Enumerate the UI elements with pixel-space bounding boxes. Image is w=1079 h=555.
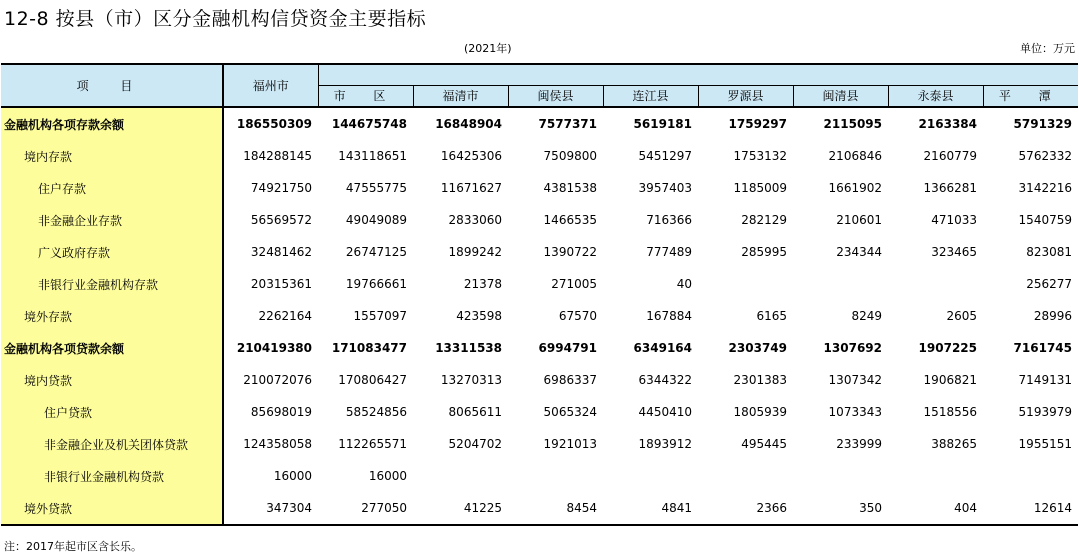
table-cell: 423598 (456, 309, 502, 323)
table-cell: 1907225 (918, 341, 977, 355)
table-cell: 56569572 (250, 213, 312, 227)
table-cell: 2605 (946, 309, 977, 323)
table-cell: 5193979 (1018, 405, 1072, 419)
table-cell (698, 460, 793, 492)
column-header-region: 平 潭 (983, 85, 1078, 107)
table-row (1, 332, 1078, 364)
table-cell: 2366 (698, 492, 793, 525)
table-cell: 7149131 (1018, 373, 1072, 387)
table-cell: 4450410 (638, 405, 692, 419)
row-label: 非银行业金融机构存款 (1, 268, 223, 300)
table-cell: 49049089 (345, 213, 407, 227)
column-header-region: 永泰县 (888, 85, 983, 107)
table-row (1, 172, 1078, 204)
table-cell: 8454 (508, 492, 603, 525)
table-cell: 19766661 (345, 277, 407, 291)
table-cell: 323465 (931, 245, 977, 259)
table-cell: 184288145 (243, 149, 312, 163)
table-cell: 716366 (646, 213, 692, 227)
row-label: 金融机构各项贷款余额 (1, 332, 223, 364)
table-row (1, 236, 1078, 268)
indicator-table (1, 63, 1078, 526)
table-cell: 2262164 (258, 309, 312, 323)
table-cell: 210601 (836, 213, 882, 227)
table-cell: 1955151 (1018, 437, 1072, 451)
table-cell: 7161745 (1013, 341, 1072, 355)
column-header-region-band (318, 64, 1078, 85)
table-cell: 16000 (273, 469, 312, 483)
table-cell (793, 460, 888, 492)
table-cell: 32481462 (250, 245, 312, 259)
table-cell: 5065324 (543, 405, 597, 419)
table-cell (698, 268, 793, 300)
row-label: 金融机构各项存款余额 (1, 107, 223, 140)
table-cell: 16425306 (440, 149, 502, 163)
footnote: 注：2017年起市区含长乐。 (4, 540, 142, 553)
table-row (1, 140, 1078, 172)
row-label: 境内贷款 (1, 364, 223, 396)
table-cell: 495445 (741, 437, 787, 451)
column-header-region: 连江县 (603, 85, 698, 107)
table-row (1, 107, 1078, 140)
table-cell (983, 460, 1078, 492)
table-cell: 1518556 (923, 405, 977, 419)
table-cell: 26747125 (345, 245, 407, 259)
table-cell: 11671627 (440, 181, 502, 195)
row-label: 境外贷款 (1, 492, 223, 525)
table-cell: 1466535 (543, 213, 597, 227)
table-cell: 186550309 (236, 117, 312, 131)
row-label: 广义政府存款 (1, 236, 223, 268)
table-cell: 171083477 (331, 341, 407, 355)
row-label: 境外存款 (1, 300, 223, 332)
table-cell: 233999 (836, 437, 882, 451)
table-cell: 1540759 (1018, 213, 1072, 227)
column-header-region: 闽侯县 (508, 85, 603, 107)
table-row (1, 460, 1078, 492)
table-cell: 4841 (603, 492, 698, 525)
table-cell: 6165 (756, 309, 787, 323)
column-header-fuzhou: 福州市 (223, 64, 318, 107)
table-row (1, 396, 1078, 428)
table-cell: 285995 (741, 245, 787, 259)
table-cell: 16848904 (435, 117, 502, 131)
table-cell: 1307692 (823, 341, 882, 355)
table-cell: 1366281 (923, 181, 977, 195)
table-cell: 143118651 (338, 149, 407, 163)
table-cell: 256277 (1026, 277, 1072, 291)
table-cell: 234344 (836, 245, 882, 259)
table-cell: 8249 (851, 309, 882, 323)
table-cell: 3957403 (638, 181, 692, 195)
row-label: 境内存款 (1, 140, 223, 172)
table-cell: 4381538 (543, 181, 597, 195)
table-row (1, 204, 1078, 236)
table-cell: 347304 (223, 492, 318, 525)
table-cell (793, 268, 888, 300)
table-cell: 7577371 (538, 117, 597, 131)
table-cell (888, 268, 983, 300)
table-cell: 271005 (551, 277, 597, 291)
table-cell: 170806427 (338, 373, 407, 387)
table-cell: 6344322 (638, 373, 692, 387)
table-cell: 5762332 (1018, 149, 1072, 163)
table-cell: 167884 (646, 309, 692, 323)
table-cell: 41225 (413, 492, 508, 525)
table-cell: 13270313 (440, 373, 502, 387)
table-cell: 5619181 (633, 117, 692, 131)
column-header-region: 市 区 (318, 85, 413, 107)
table-cell: 5204702 (448, 437, 502, 451)
table-cell: 210072076 (243, 373, 312, 387)
table-cell: 277050 (318, 492, 413, 525)
table-cell: 5451297 (638, 149, 692, 163)
table-cell: 282129 (741, 213, 787, 227)
table-row (1, 268, 1078, 300)
table-cell: 16000 (368, 469, 407, 483)
table-cell: 58524856 (345, 405, 407, 419)
row-label: 非金融企业存款 (1, 204, 223, 236)
table-cell: 1921013 (543, 437, 597, 451)
table-row (1, 364, 1078, 396)
column-header-region: 闽清县 (793, 85, 888, 107)
table-cell: 40 (676, 277, 692, 291)
table-row (1, 492, 1078, 525)
row-label: 非银行业金融机构贷款 (1, 460, 223, 492)
table-cell: 210419380 (236, 341, 312, 355)
row-label: 住户贷款 (1, 396, 223, 428)
table-cell: 20315361 (250, 277, 312, 291)
table-cell: 5791329 (1013, 117, 1072, 131)
column-header-region: 罗源县 (698, 85, 793, 107)
table-cell: 1759297 (728, 117, 787, 131)
table-cell: 124358058 (243, 437, 312, 451)
table-cell: 1805939 (733, 405, 787, 419)
table-cell: 1390722 (543, 245, 597, 259)
table-cell: 2833060 (448, 213, 502, 227)
table-cell: 2106846 (828, 149, 882, 163)
table-row (1, 428, 1078, 460)
table-cell: 1893912 (638, 437, 692, 451)
table-cell: 2160779 (923, 149, 977, 163)
table-cell: 1307342 (828, 373, 882, 387)
table-cell: 21378 (463, 277, 502, 291)
table-cell: 471033 (931, 213, 977, 227)
table-cell: 388265 (931, 437, 977, 451)
table-cell: 8065611 (448, 405, 502, 419)
table-cell: 1661902 (828, 181, 882, 195)
table-cell: 6349164 (633, 341, 692, 355)
table-cell: 1906821 (923, 373, 977, 387)
table-cell: 2115095 (823, 117, 882, 131)
unit-label: 单位：万元 (1020, 42, 1075, 55)
table-cell (603, 460, 698, 492)
table-cell: 28996 (1033, 309, 1072, 323)
table-cell: 7509800 (543, 149, 597, 163)
table-cell (508, 460, 603, 492)
table-cell: 1753132 (733, 149, 787, 163)
table-cell: 85698019 (250, 405, 312, 419)
column-header-item: 项 目 (1, 64, 223, 107)
table-cell (888, 460, 983, 492)
table-row (1, 300, 1078, 332)
table-cell: 13311538 (435, 341, 502, 355)
table-cell: 6986337 (543, 373, 597, 387)
row-label: 非金融企业及机关团体贷款 (1, 428, 223, 460)
row-label: 住户存款 (1, 172, 223, 204)
page-title: 12-8 按县（市）区分金融机构信贷资金主要指标 (4, 8, 427, 30)
table-cell: 112265571 (338, 437, 407, 451)
table-cell: 823081 (1026, 245, 1072, 259)
table-cell: 12614 (983, 492, 1078, 525)
table-cell: 6994791 (538, 341, 597, 355)
table-cell: 144675748 (331, 117, 407, 131)
table-cell: 2163384 (918, 117, 977, 131)
table-cell: 1557097 (353, 309, 407, 323)
table-cell (413, 460, 508, 492)
table-cell: 3142216 (1018, 181, 1072, 195)
table-cell: 777489 (646, 245, 692, 259)
table-cell: 404 (888, 492, 983, 525)
table-cell: 1185009 (733, 181, 787, 195)
table-year: (2021年) (464, 42, 512, 55)
table-cell: 47555775 (345, 181, 407, 195)
table-cell: 350 (793, 492, 888, 525)
table-cell: 1899242 (448, 245, 502, 259)
table-cell: 2303749 (728, 341, 787, 355)
table-cell: 1073343 (828, 405, 882, 419)
table-cell: 67570 (558, 309, 597, 323)
table-cell: 74921750 (250, 181, 312, 195)
table-cell: 2301383 (733, 373, 787, 387)
column-header-region: 福清市 (413, 85, 508, 107)
